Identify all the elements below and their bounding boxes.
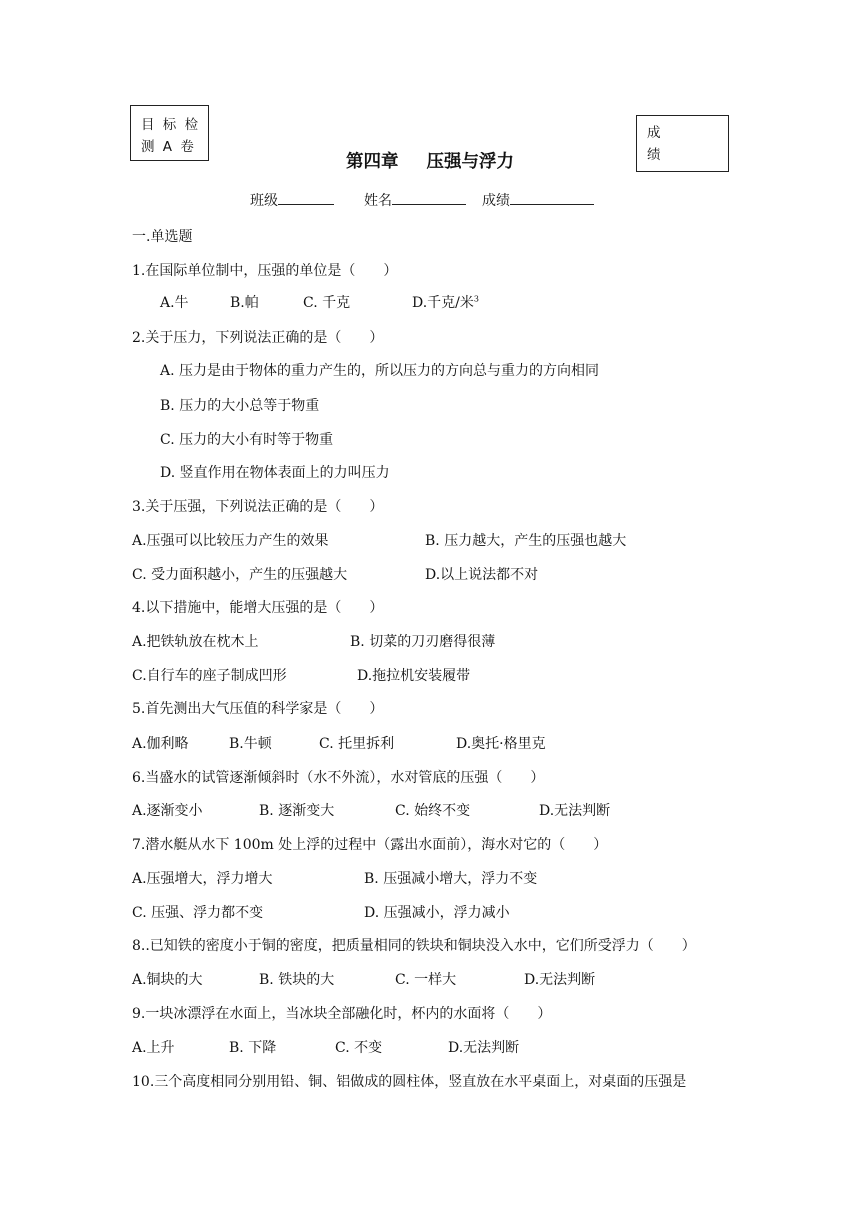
target-box-line-1: 目 标 检 [141,117,201,133]
option-c: C. 不变 [335,1040,383,1056]
title-topic: 压强与浮力 [426,152,514,172]
question-stem: 4.以下措施中，能增大压强的是（ ） [132,600,384,616]
option-a: A.把铁轨放在枕木上 [132,634,259,650]
option-a: A.上升 [132,1040,175,1056]
option-a: A. 压力是由于物体的重力产生的，所以压力的方向总与重力的方向相同 [160,363,600,379]
option-a: A.压强增大，浮力增大 [132,871,273,887]
option-a: A.铜块的大 [132,972,203,988]
option-b: B. 压力越大，产生的压强也越大 [425,533,627,549]
option-d: D.以上说法都不对 [425,567,539,583]
class-label: 班级 [250,193,278,209]
option-a: A.牛 [160,295,189,311]
page-title [0,148,860,173]
target-box-line-2: 测 A 卷 [141,139,196,155]
score-box-line-1: 成 [647,125,661,141]
option-d: D. 压强减小，浮力减小 [364,905,510,921]
question-stem: 8..已知铁的密度小于铜的密度，把质量相同的铁块和铜块没入水中，它们所受浮力（ ） [132,938,696,954]
option-d: D.奥托·格里克 [456,736,546,752]
option-b: B.牛顿 [229,736,272,752]
question-stem: 10.三个高度相同分别用铅、铜、铝做成的圆柱体，竖直放在水平桌面上，对桌面的压强是 [132,1074,687,1090]
score-label: 成绩 [482,193,510,209]
question-stem: 7.潜水艇从水下 100m 处上浮的过程中（露出水面前），海水对它的（ ） [132,837,608,853]
option-c: C. 一样大 [395,972,457,988]
option-c: C. 压强、浮力都不变 [132,905,264,921]
option-b: B. 铁块的大 [259,972,335,988]
option-d-wrap [412,292,479,312]
option-c: C. 千克 [303,295,351,311]
option-a: A.伽利略 [132,736,189,752]
option-d: D.千克/米 [412,295,474,311]
option-c: C. 压力的大小有时等于物重 [160,432,334,448]
option-d: D.无法判断 [539,803,611,819]
option-d: D. 竖直作用在物体表面上的力叫压力 [160,465,390,481]
question-stem: 5.首先测出大气压值的科学家是（ ） [132,701,384,717]
option-a: A.压强可以比较压力产生的效果 [132,533,329,549]
name-label: 姓名 [364,193,392,209]
option-d-superscript: 3 [473,294,479,304]
section-heading: 一.单选题 [132,229,193,245]
option-d: D.拖拉机安装履带 [357,668,471,684]
score-blank[interactable] [510,190,594,205]
option-d: D.无法判断 [524,972,596,988]
option-b: B. 下降 [229,1040,277,1056]
question-stem: 6.当盛水的试管逐渐倾斜时（水不外流），水对管底的压强（ ） [132,770,545,786]
option-b: B. 逐渐变大 [259,803,335,819]
option-c: C. 始终不变 [395,803,471,819]
question-stem: 2.关于压力，下列说法正确的是（ ） [132,330,384,346]
question-stem: 1.在国际单位制中，压强的单位是（ ） [132,263,398,279]
option-b: B. 压强减小增大，浮力不变 [364,871,538,887]
class-blank[interactable] [278,190,334,205]
question-stem: 9.一块冰漂浮在水面上，当冰块全部融化时，杯内的水面将（ ） [132,1006,552,1022]
option-b: B. 切菜的刀刃磨得很薄 [350,634,496,650]
question-stem: 3.关于压强，下列说法正确的是（ ） [132,499,384,515]
option-c: C.自行车的座子制成凹形 [132,668,287,684]
option-b: B. 压力的大小总等于物重 [160,398,320,414]
score-box-line-2: 绩 [647,147,661,163]
option-c: C. 受力面积越小，产生的压强越大 [132,567,348,583]
option-a: A.逐渐变小 [132,803,203,819]
option-d: D.无法判断 [448,1040,520,1056]
student-info-line [250,190,594,210]
title-chapter: 第四章 [346,152,399,172]
name-blank[interactable] [392,190,466,205]
option-c: C. 托里拆利 [319,736,395,752]
option-b: B.帕 [230,295,259,311]
